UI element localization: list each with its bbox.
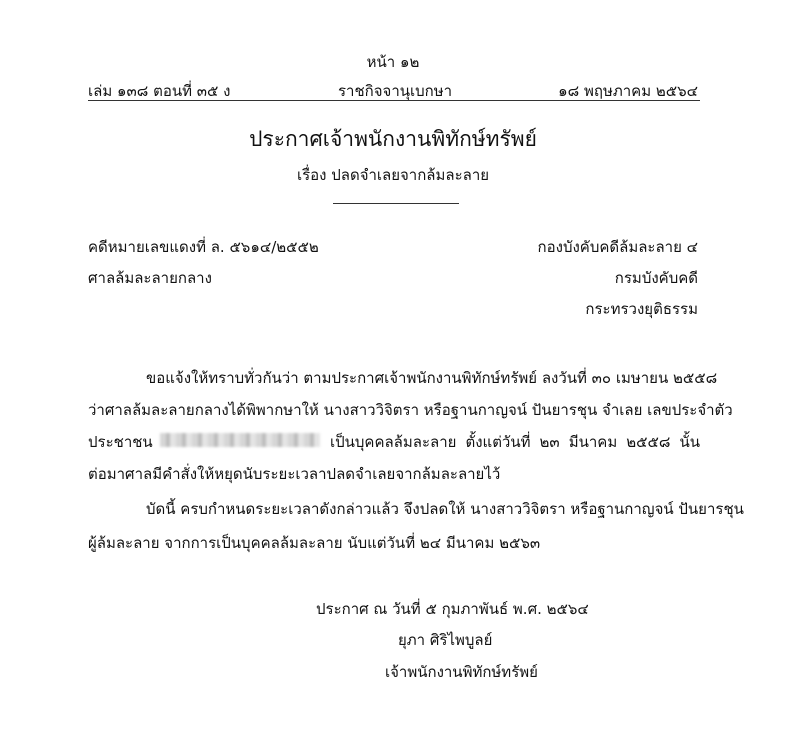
paragraph1-line1: ขอแจ้งให้ทราบทั่วกันว่า ตามประกาศเจ้าพนักงานพิทักษ์ทรัพย์ ลงวันที่ ๓๐ เมษายน ๒๕๕๘ <box>146 369 718 387</box>
page-title: ประกาศเจ้าพนักงานพิทักษ์ทรัพย์ <box>249 127 537 151</box>
paragraph2-line1: บัดนี้ ครบกำหนดระยะเวลาดังกล่าวแล้ว จึงปลดให้ นางสาววิจิตรา หรือฐานกาญจน์ ปันยารชุน <box>146 500 744 518</box>
subject-line: เรื่อง ปลดจำเลยจากล้มละลาย <box>296 166 490 184</box>
department-name: กรมบังคับคดี <box>614 269 698 287</box>
division-name: กองบังคับคดีล้มละลาย ๔ <box>537 238 698 256</box>
paragraph1-line2: ว่าศาลล้มละลายกลางได้พิพากษาให้ นางสาววิจิตรา หรือฐานกาญจน์ ปันยารชุน จำเลย เลขประจำตัว <box>88 401 733 419</box>
page-number: หน้า ๑๒ <box>366 53 420 71</box>
header-rule <box>88 100 700 101</box>
gazette-name: ราชกิจจานุเบกษา <box>338 82 453 100</box>
gazette-date: ๑๘ พฤษภาคม ๒๕๖๔ <box>558 82 698 100</box>
paragraph1-line4: ต่อมาศาลมีคำสั่งให้หยุดนับระยะเวลาปลดจำเลยจากล้มละลายไว้ <box>88 465 501 483</box>
volume-issue: เล่ม ๑๓๘ ตอนที่ ๓๕ ง <box>88 82 231 100</box>
ministry-name: กระทรวงยุติธรรม <box>585 300 698 318</box>
signer-position: เจ้าพนักงานพิทักษ์ทรัพย์ <box>385 663 538 681</box>
court-name: ศาลล้มละลายกลาง <box>88 269 212 287</box>
paragraph1-line3-prefix: ประชาชน <box>88 433 153 451</box>
paragraph1-line3-suffix: เป็นบุคคลล้มละลาย ตั้งแต่วันที่ ๒๓ มีนาคม ๒๕๕๘ นั้น <box>330 433 700 451</box>
title-divider <box>333 203 459 204</box>
announcement-date: ประกาศ ณ วันที่ ๕ กุมภาพันธ์ พ.ศ. ๒๕๖๔ <box>316 600 589 618</box>
paragraph2-line2: ผู้ล้มละลาย จากการเป็นบุคคลล้มละลาย นับแต่วันที่ ๒๔ มีนาคม ๒๕๖๓ <box>88 534 541 552</box>
case-number: คดีหมายเลขแดงที่ ล. ๕๖๑๔/๒๕๕๒ <box>88 238 319 256</box>
signer-name: ยุภา ศิริไพบูลย์ <box>398 631 493 649</box>
redacted-id-number <box>160 433 320 447</box>
